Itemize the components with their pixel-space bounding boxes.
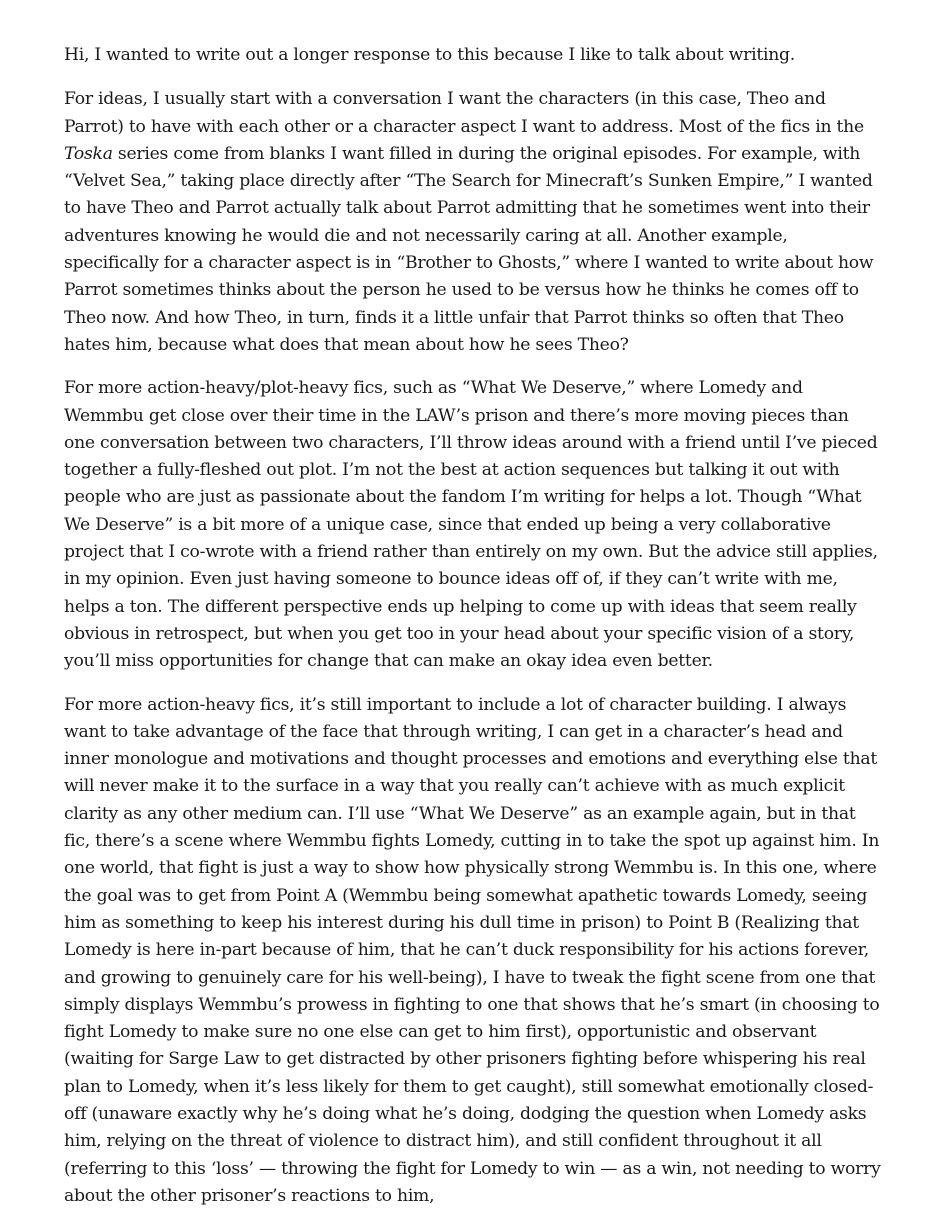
paragraph-intro: Hi, I wanted to write out a longer response to this because I like to talk about writing. — [64, 45, 796, 65]
paragraph-plot-heavy: For more action-heavy/plot-heavy fics, such as “What We Deserve,” where Lomedy and Wemmbu get close over their time in the LAW’s prison and there’s more moving pieces than one conversation between two characters, I’ll throw ideas around with a friend until I’ve pieced together a fully-fleshed out plot. I’m not the best at action sequences but talking it out with people who are just as passionate about the fandom I’m writing for helps a lot. Though “What We Deserve” is a bit more of a unique case, since that ended up being a very collaborative project that I co-wrote with a friend rather than entirely on my own. But the advice still applies, in my opinion. Even just having someone to bounce ideas off of, if they can’t write with me, helps a ton. The different perspective ends up helping to come up with ideas that seem really obvious in retrospect, but when you get too in your head about your specific vision of a story, you’ll miss opportunities for change that can make an okay idea even better. — [64, 378, 878, 672]
paragraph-ideas-part1: For ideas, I usually start with a conversation I want the characters (in this case, Theo and Parrot) to have with each other or a character aspect I want to address. Most of the fics in the — [64, 89, 864, 137]
paragraph-ideas-part2: series come from blanks I want filled in during the original episodes. For example, with “Velvet Sea,” taking place directly after “The Search for Minecraft’s Sunken Empire,” I wanted to have Theo and Parrot actually talk about Parrot admitting that he sometimes went into their adventures knowing he would die and not necessarily caring at all. Another example, specifically for a character aspect is in “Brother to Ghosts,” where I wanted to write about how Parrot sometimes thinks about the person he used to be versus how he thinks he comes off to Theo now. And how Theo, in turn, finds it a little unfair that Parrot thinks so often that Theo hates him, because what does that mean about how he sees Theo? — [64, 143, 874, 355]
document-body — [64, 42, 884, 1226]
paragraph-character-building: For more action-heavy fics, it’s still important to include a lot of character building. I always want to take advantage of the face that through writing, I can get in a character’s head and inner monologue and motivations and thought processes and emotions and everything else that will never make it to the surface in a way that you really can’t achieve with as much explicit clarity as any other medium can. I’ll use “What We Deserve” as an example again, but in that fic, there’s a scene where Wemmbu fights Lomedy, cutting in to take the spot up against him. In one world, that fight is just a way to show how physically strong Wemmbu is. In this one, where the goal was to get from Point A (Wemmbu being somewhat apathetic towards Lomedy, seeing him as something to keep his interest during his dull time in prison) to Point B (Realizing that Lomedy is here in-part because of him, that he can’t duck responsibility for his actions forever, and growing to genuinely care for his well-being), I have to tweak the fight scene from one that simply displays Wemmbu’s prowess in fighting to one that shows that he’s smart (in choosing to fight Lomedy to make sure no one else can get to him first), opportunistic and observant (waiting for Sarge Law to get distracted by other prisoners fighting before whispering his real plan to Lomedy, when it’s less likely for them to get caught), still somewhat emotionally closed-off (unaware exactly why he’s doing what he’s doing, dodging the question when Lomedy asks him, relying on the threat of violence to distract him), and still confident throughout it all (referring to this ‘loss’ — throwing the fight for Lomedy to win — as a win, not needing to worry about the other prisoner’s reactions to him, — [64, 694, 881, 1206]
series-title: Toska — [64, 143, 113, 164]
paragraph-ideas — [64, 86, 884, 359]
